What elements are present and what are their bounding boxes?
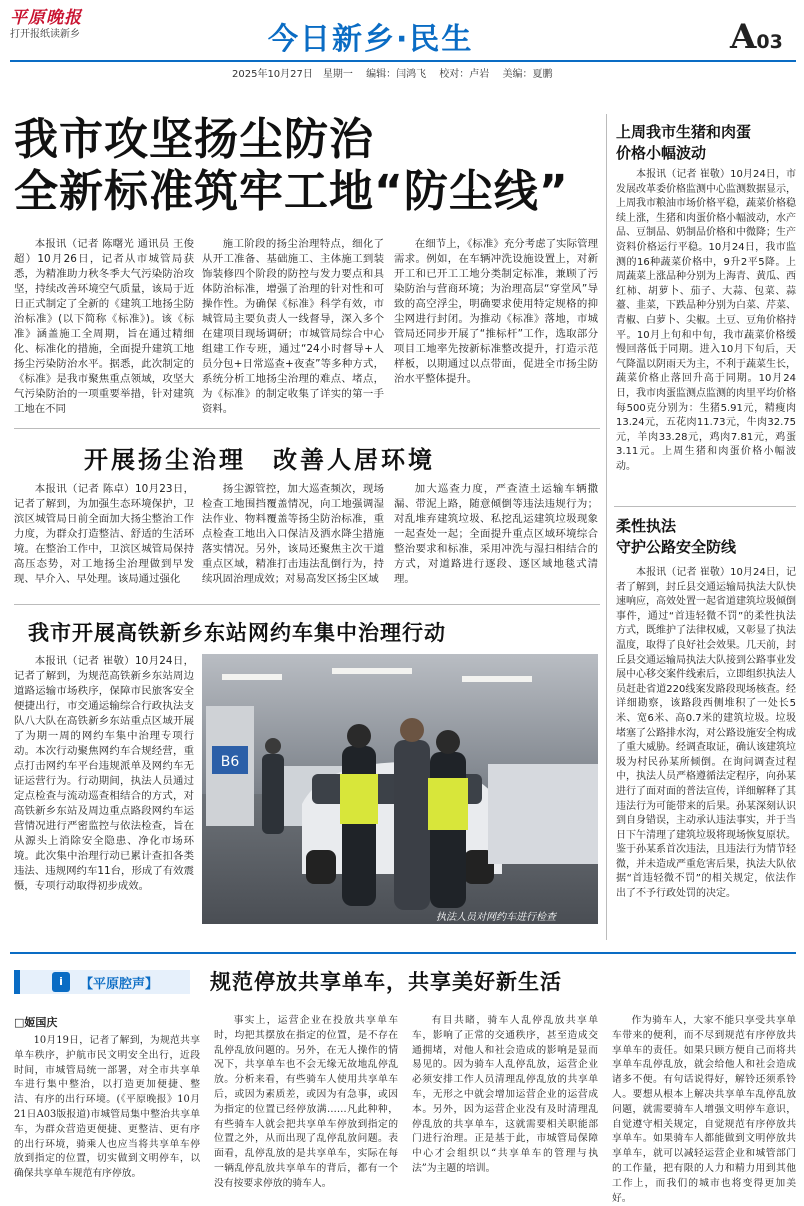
main-headline [14, 114, 569, 218]
proofreader-text: 校对：卢岩 [439, 69, 490, 80]
column-divider [606, 114, 607, 940]
story3-headline: 我市开展高铁新乡东站网约车集中治理行动 [28, 621, 446, 645]
main-story-col-1: 本报讯（记者 陈曙光 通讯员 王俊超）10月26日，记者从市城管局获悉，为精准助力秋冬季大气污染防治攻坚，持续改善环境空气质量，该局于近日正式制定了全新的《建筑工地扬尘防治标准》(以下简称《标准》)。该《标准》涵盖施工全周期，旨在通过精细化、标准化的措施，全面提升建筑工地扬尘污染防治水平。据悉，此次制定的《标准》是我市聚焦重点领域，攻坚大气污染防治的一项重要举措，针对建筑工地在不同 [14, 238, 194, 415]
date-text: 2025年10月27日 星期一 [232, 69, 353, 80]
paper-name: 平原晚报 [10, 8, 82, 28]
side1-title-line-2: 价格小幅波动 [616, 144, 707, 162]
side1-title [616, 122, 751, 164]
opinion-col-2: 事实上，运营企业在投放共享单车时，均把其摆放在指定的位置，是不存在乱停乱放问题的。另外，在无人操作的情况下，共享单车也不会无缘无故地乱停乱放。分析来看，有些骑车人使用共享单车后，或因为素质差，或因为有急事，或因为指定的位置已经停放满……凡此种种，有些骑车人就会把共享单车停放到指定的位置之外，从而出现了乱停乱放问题。表面看，乱停乱放的是共享单车，实际在每一辆乱停乱放共享单车的背后，都有一个没有按要求停放的骑车人。 [214, 1015, 398, 1189]
opinion-rule [10, 952, 796, 954]
story2-headline: 开展扬尘治理 改善人居环境 [84, 446, 435, 474]
column-logo-icon: i [52, 972, 70, 992]
story2-col-2: 扬尘源管控，加大巡查频次，现场检查工地围挡覆盖情况，向工地强调湿法作业、物料覆盖等扬尘防治标准，重点检查工地出入口保洁及洒水降尘措施落实情况。另外，该局还聚焦主次干道重点区域，精准打击违法乱倒行为，持续巩固治理成效；对易高发区扬尘区域 [202, 483, 384, 585]
opinion-author: □姬国庆 [14, 1016, 58, 1029]
divider [14, 604, 600, 605]
side1-body: 本报讯（记者 崔敬）10月24日，市发展改革委价格监测中心监测数据显示，上周我市粮油市场价格平稳，蔬菜价格稳续上涨，生猪和肉蛋价格小幅波动，水产品、豆制品、奶制品价格和中微降；生产资料价格运行平稳。10月24日，我市监测的16种蔬菜价格中，9升2平5降。上周蔬菜上涨品种分别为上海青、黄瓜、西红柿、胡萝卜、茄子、大蒜、包菜、蒜薹、韭菜，下跌品种分别为白菜、芹菜、青椒、白萝卜、尖椒。土豆、豆角价格持平。10月上旬和中旬，我市蔬菜价格缓慢回落低于同期。进入10月下旬后，天气降温以阴雨天为主，不利于蔬菜生长，蔬菜价格止落回升高于同期。10月24日，我市肉蛋监测点监测的肉里平均价格每500克分别为：生猪5.91元，精瘦肉13.24元，五花肉11.73元，牛肉32.75元，羊肉33.28元，鸡肉7.81元，鸡蛋3.11元。上周生猪和肉蛋价格小幅波动。 [616, 169, 796, 472]
opinion-tag-label: 【平原腔声】 [80, 977, 159, 992]
main-story-col-3: 在细节上，《标准》充分考虑了实际管理需求。例如，在车辆冲洗设施设置上，对新开工和已开工工地分类制定标准，兼顾了污染防治与营商环境；为治理高层“穿堂风”导致的高空浮尘，明确要求使用特定规格的抑尘网进行封闭。为推动《标准》落地，市城管局还同步开展了“推标杆”工作，选取部分项目工地率先按新标准整改提升，打造示范样板，以期通过以点带面，促进全市扬尘防治水平整体提升。 [394, 238, 598, 385]
story3-body: 本报讯（记者 崔敬）10月24日，记者了解到，为规范高铁新乡东站周边道路运输市场秩序，保障市民旅客安全便捷出行，市交通运输综合行政执法支队八大队在高铁新乡东站重点区域开展了为期一周的网约车集中治理专项行动。本次行动聚焦网约车合规经营，重点打击网约车平台违规派单及网约车无证运营行为。行动期间，执法人员通过定点检查与流动巡查相结合的方式，对高铁新乡东站及周边重点路段网约车运营情况进行严密监控与依法检查，旨在从源头上消除安全隐患、净化市场环境。此次集中治理行动已累计查扣各类违法、违规网约车11台，形成了有效震慑，专项行动取得初步成效。 [14, 655, 194, 892]
opinion-title: 规范停放共享单车，共享美好新生活 [210, 970, 562, 994]
page-digits: 03 [756, 31, 783, 53]
side1-title-line-1: 上周我市生猪和肉蛋 [616, 123, 752, 141]
opinion-header [14, 966, 796, 996]
divider [614, 506, 796, 507]
side2-body: 本报讯（记者 崔敬）10月24日，记者了解到，封丘县交通运输局执法大队快速响应，高效处置一起省道建筑垃圾倾倒事件，通过“首违轻微不罚”的柔性执法方式，既维护了法律权威，又彰显了执法温度，取得了良好社会效果。几天前，封丘县交通运输局执法大队接到公路事业发展中心移交案件线索后，立即组织执法人员赶赴省道220线案发路段现场核查。经详细勘察，该路段西侧堆积了一处长5米、宽6米、高0.7米的建筑垃圾。垃圾堵塞了公路排水沟，对公路设施安全构成了重大威胁。经调查取证，确认该建筑垃圾为村民孙某所倾倒。在询问调查过程中，执法人员严格遵循法定程序，向孙某进行了面对面的普法宣传，详细解释了其违法行为可能带来的后果。孙某深刻认识到自身错误，主动承认违法事实，并于当日下午清理了建筑垃圾将现场恢复原状。鉴于孙某系首次违法，且违法行为情节轻微，并未造成严重危害后果，执法大队依据“首违轻微不罚”的相关规定，依法作出了不予行政处罚的决定。 [616, 567, 796, 900]
story2-col-1: 本报讯（记者 陈卓）10月23日，记者了解到，为加强生态环境保护，卫滨区城管局日前全面加大扬尘整治工作力度，为群众打造整洁、舒适的生活环境。在整治工作中，卫滨区城管局保持高压态势，对工地扬尘治理做到早发现、早介入、早处理。该局通过强化 [14, 483, 194, 585]
main-headline-line-2: 全新标准筑牢工地“防尘线” [14, 166, 569, 217]
news-photo [202, 654, 598, 924]
opinion-col-3: 有目共睹，骑车人乱停乱放共享单车，影响了正常的交通秩序，甚至造成交通拥堵，对他人和社会造成的影响是显而易见的。因为骑车人乱停乱放，运营企业必须安排工作人员清理乱停乱放的共享单车，无形之中就会增加运营企业的运营成本。另外，因为运营企业没有及时清理乱停乱放的共享单车，这就需要相关职能部门进行治理。正是基于此，市城管局保障中心才会组织以“共享单车的管理与执法”为主题的培训。 [412, 1015, 598, 1174]
story2-col-3: 加大巡查力度，严查渣土运输车辆撒漏、带泥上路，随意倾倒等违法违规行为；对乱堆弃建筑垃圾、私挖乱运建筑垃圾现象一起查处一起；全面提升重点区域环境综合整治要求和标准，采用冲洗与湿扫相结合的方式，对道路进行逐段、逐区域地毯式清理。 [394, 483, 598, 585]
parking-sign: B6 [220, 754, 240, 770]
masthead-rule [10, 60, 796, 62]
photo-illustration [202, 654, 598, 924]
page-number [730, 17, 783, 59]
editor-text: 编辑：闫鸿飞 [366, 69, 427, 80]
side2-title-line-2: 守护公路安全防线 [616, 538, 737, 556]
photo-caption: 执法人员对网约车进行检查 [436, 912, 556, 923]
page-letter: A [730, 17, 757, 57]
paper-logo [10, 8, 102, 42]
divider [14, 428, 600, 429]
main-headline-line-1: 我市攻坚扬尘防治 [14, 114, 374, 165]
side2-title [616, 516, 736, 558]
paper-slogan: 打开报纸读新乡 [10, 29, 80, 40]
designer-text: 美编：夏鹏 [502, 69, 553, 80]
opinion-col-4: 作为骑车人，大家不能只享受共享单车带来的便利，而不尽到规范有序停放共享单车的责任。如果只顾方便自己而将共享单车乱停乱放，就会给他人和社会造成诸多不便。有句话说得好，解铃还须系铃人。要想从根本上解决共享单车乱停乱放问题，就需要骑车人增强文明停车意识，自觉遵守相关规定，自觉规范有序停放共享单车。如果骑车人都能做到文明停放共享单车，就可以减轻运营企业和城管部门的工作量，把有限的人力和精力用到其他工作上，而我们的城市也将变得更加美好。 [612, 1015, 796, 1204]
opinion-col-1: 10月19日，记者了解到，为规范共享单车秩序，护航市民文明安全出行，近段时间，市城管局统一部署，对全市共享单车进行集中整治，以打造更加便捷、整洁、有序的出行环境。(《平原晚报》10月21日A03版报道)市城管局集中整治共享单车，为群众营造更便捷、更整洁、更有序的出行环境，骑乘人也应当将共享单车停放到指定的位置，切实做到文明停车，以确保共享单车规范有序停放。 [14, 1035, 200, 1180]
main-story-col-2: 施工阶段的扬尘治理特点，细化了从开工准备、基础施工、主体施工到装饰装修四个阶段的防控与发力要点和具体防治标准，增强了治理的针对性和可操作性。为确保《标准》科学有效，市城管局主要负责人一线督导，深入多个在建项目现场调研；市城管局综合中心组建工作专班，通过“24小时督导+人员分包+日常巡查+夜查”等多种方式，系统分析工地扬尘治理的难点、堵点，为《标准》的制定收集了详实的第一手资料。 [202, 238, 384, 415]
side2-title-line-1: 柔性执法 [616, 517, 677, 535]
dateline [232, 65, 562, 80]
section-title: 今日新乡·民生 [268, 22, 474, 57]
